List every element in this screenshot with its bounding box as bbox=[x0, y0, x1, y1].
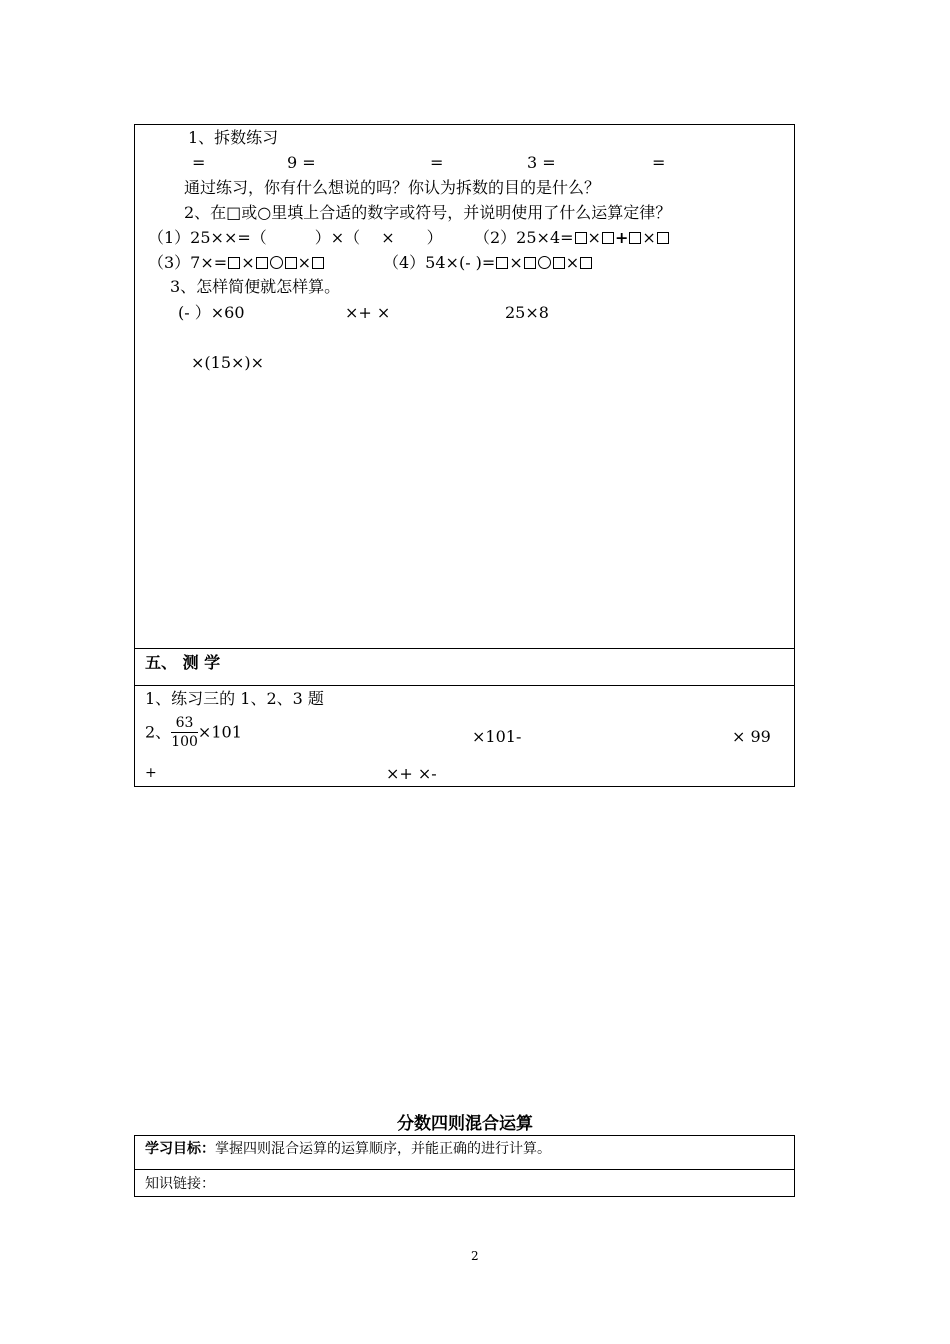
test-section-title: 五、 测 学 bbox=[145, 653, 221, 672]
item-2-text: （2）25×4= bbox=[474, 228, 574, 247]
test-line-2-c: × 99 bbox=[732, 727, 771, 746]
table-divider bbox=[134, 685, 795, 686]
item-3-text: （3）7×= bbox=[148, 253, 228, 272]
expression: (- ）×60 bbox=[178, 303, 245, 322]
equation-blank: = bbox=[652, 153, 666, 172]
fill-in-item-2: （2）25×4= × + × bbox=[474, 230, 670, 246]
test-line-2-a: ×101 bbox=[197, 722, 242, 742]
equation-blank: 9 = bbox=[287, 153, 316, 172]
blank-square bbox=[657, 232, 669, 244]
page-number: 2 bbox=[471, 1249, 479, 1263]
learning-goal bbox=[145, 1142, 551, 1156]
goal-label: 学习目标： bbox=[145, 1141, 215, 1157]
section-1-heading: 1、拆数练习 bbox=[188, 128, 279, 147]
expression: ×(15×)× bbox=[191, 353, 265, 372]
lesson-title: 分数四则混合运算 bbox=[397, 1114, 533, 1134]
test-line-2-prefix: 2、 bbox=[145, 722, 172, 742]
blank-circle bbox=[270, 256, 283, 269]
blank-square bbox=[580, 257, 592, 269]
blank-square bbox=[228, 257, 240, 269]
blank-square bbox=[553, 257, 565, 269]
fill-in-item-4: （4）54×(- )= × × bbox=[383, 255, 593, 271]
section-3-heading: 3、怎样简便就怎样算。 bbox=[170, 277, 341, 296]
blank-square bbox=[312, 257, 324, 269]
equation-blank: = bbox=[192, 153, 206, 172]
table-divider bbox=[134, 1169, 795, 1170]
knowledge-link-label: 知识链接： bbox=[145, 1176, 215, 1192]
section-2-heading: 2、在□或○里填上合适的数字或符号，并说明使用了什么运算定律？ bbox=[184, 203, 672, 222]
test-line-2 bbox=[145, 716, 242, 749]
blank-square bbox=[256, 257, 268, 269]
equation-blank: 3 = bbox=[527, 153, 556, 172]
equation-blank: = bbox=[430, 153, 444, 172]
blank-circle bbox=[538, 256, 551, 269]
test-line-2-b: ×101- bbox=[472, 727, 522, 746]
test-line-3-a: + bbox=[145, 765, 157, 781]
goal-text: 掌握四则混合运算的运算顺序，并能正确的进行计算。 bbox=[215, 1141, 551, 1157]
blank-square bbox=[602, 232, 614, 244]
blank-square bbox=[629, 232, 641, 244]
blank-square bbox=[575, 232, 587, 244]
blank-square bbox=[524, 257, 536, 269]
fill-in-item-1: （1）25××=（ ）×（ × ） bbox=[148, 228, 443, 247]
fraction-denominator: 100 bbox=[171, 734, 198, 750]
test-line-3-b: ×+ ×- bbox=[386, 764, 437, 783]
blank-square bbox=[496, 257, 508, 269]
expression: ×+ × bbox=[345, 303, 391, 322]
table-divider bbox=[134, 648, 795, 649]
item-4-text: （4）54×(- )= bbox=[383, 253, 496, 272]
fraction bbox=[171, 716, 198, 749]
blank-square bbox=[285, 257, 297, 269]
fill-in-item-3: （3）7×= × × bbox=[148, 255, 325, 271]
reflection-question: 通过练习，你有什么想说的吗？你认为拆数的目的是什么？ bbox=[184, 178, 601, 197]
test-line-1: 1、练习三的 1、2、3 题 bbox=[145, 689, 324, 708]
fraction-numerator: 63 bbox=[171, 716, 198, 733]
expression: 25×8 bbox=[505, 303, 549, 322]
exercise-table bbox=[134, 124, 795, 787]
